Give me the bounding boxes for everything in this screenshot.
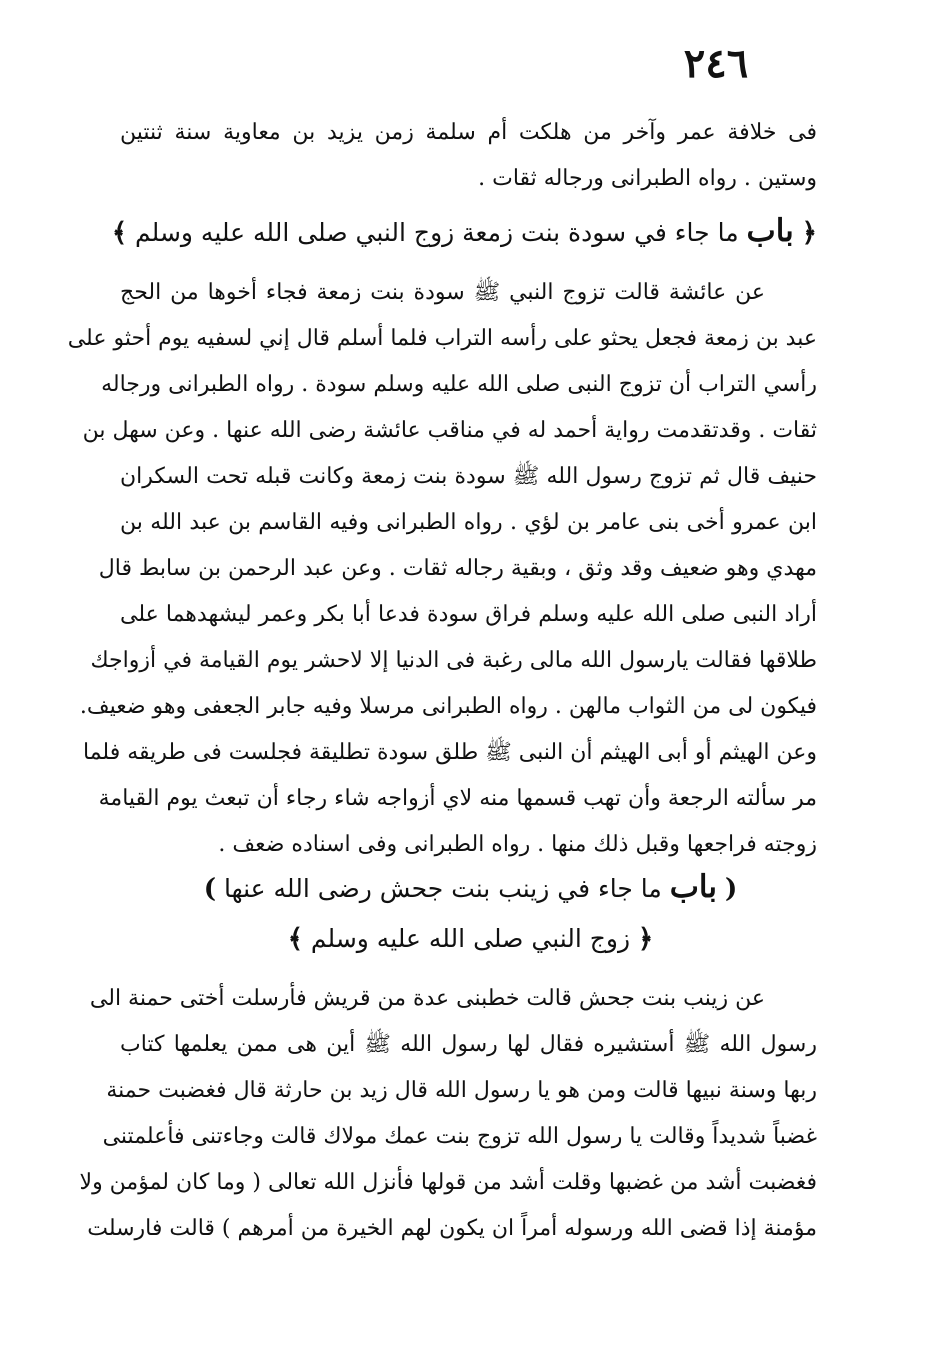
section-subheading: [0, 914, 941, 964]
text-line: مر سألته الرجعة وأن تهب قسمها منه لاي أزواجه شاء رجاء أن تبعث يوم القيامة: [98, 786, 817, 811]
text-line: وعن الهيثم أو أبى الهيثم أن النبى ﷺ طلق سودة تطليقة فجلست فى طريقه فلما: [82, 740, 817, 765]
text-line: أراد النبى صلى الله عليه وسلم فراق سودة فدعا أبا بكر وعمر ليشهدهما على: [120, 602, 817, 627]
bab-label: باب: [746, 213, 794, 249]
bab-label: باب: [669, 869, 718, 905]
subheading-bracket-close: ﴾: [287, 924, 303, 954]
paragraph-3: [79, 976, 817, 1252]
text-line: فيكون لى من الثواب مالهن . رواه الطبرانى مرسلا وفيه جابر الجعفى وهو ضعيف.: [79, 694, 817, 719]
text-line: مهدي وهو ضعيف وقد وثق ، وبقية رجاله ثقات . وعن عبد الرحمن بن سابط قال: [98, 556, 817, 581]
text-line: طلاقها فقالت يارسول الله مالى رغبة فى الدنيا إلا لاحشر يوم القيامة في أزواجك: [90, 648, 817, 673]
text-line: عن عائشة قالت تزوج النبي ﷺ سودة بنت زمعة فجاء أخوها من الحج: [120, 280, 765, 305]
paragraph-1: [120, 110, 817, 202]
section-title: ما جاء في سودة بنت زمعة زوج النبي صلى الله عليه وسلم: [135, 218, 739, 247]
text-line: رسول الله ﷺ أستشيره فقال لها رسول الله ﷺ أين هى ممن يعلمها كتاب: [120, 1032, 817, 1057]
text-line: ثقات . وقدتقدمت رواية أحمد له في مناقب عائشة رضى الله عنها . وعن سهل بن: [82, 418, 817, 443]
heading-bracket-close: ): [203, 874, 217, 904]
text-line: ابن عمرو أخى بنى عامر بن لؤي . رواه الطبرانى وفيه القاسم بن عبد الله بن: [120, 510, 817, 535]
section-subtitle: زوج النبي صلى الله عليه وسلم: [310, 924, 631, 953]
section-title: ما جاء في زينب بنت جحش رضى الله عنها: [223, 874, 662, 903]
text-line: وستين . رواه الطبرانى ورجاله ثقات .: [478, 166, 817, 191]
text-line: رأسي التراب أن تزوج النبى صلى الله عليه وسلم سودة . رواه الطبرانى ورجاله: [101, 372, 817, 397]
subheading-bracket-open: ﴿: [638, 924, 654, 954]
section-heading-zaynab: [0, 862, 941, 912]
text-line: غضباً شديداً وقالت يا رسول الله تزوج بنت عمك مولاك قالت وجاءتنى فأعلمتنى: [102, 1124, 817, 1149]
text-line: عن زينب بنت جحش قالت خطبنى عدة من قريش فأرسلت أختى حمنة الى: [89, 986, 765, 1011]
text-line: فى خلافة عمر وآخر من هلكت أم سلمة زمن يزيد بن معاوية سنة ثنتين: [120, 120, 817, 145]
text-line: ربها وسنة نبيها قالت ومن هو يا رسول الله قال زيد بن حارثة قال فغضبت حمنة: [106, 1078, 817, 1103]
text-line: عبد بن زمعة فجعل يحثو على رأسه التراب فلما أسلم قال إني لسفيه يوم أحثو على: [67, 326, 817, 351]
page-number: ٢٤٦: [683, 40, 749, 87]
text-line: فغضبت أشد من غضبها وقلت أشد من قولها فأنزل الله تعالى ( وما كان لمؤمن ولا: [79, 1170, 817, 1195]
paragraph-2: [67, 270, 817, 868]
text-line: زوجته فراجعها وقبل ذلك منها . رواه الطبرانى وفى اسناده ضعف .: [218, 832, 817, 857]
text-line: حنيف قال ثم تزوج رسول الله ﷺ سودة بنت زمعة وكانت قبله تحت السكران: [120, 464, 817, 489]
heading-bracket-close: ﴾: [111, 218, 128, 248]
heading-bracket-open: ﴿: [801, 218, 817, 248]
text-line: مؤمنة إذا قضى الله ورسوله أمراً ان يكون لهم الخيرة من أمرهم ) قالت فارسلت: [87, 1216, 817, 1241]
heading-bracket-open: (: [724, 874, 738, 904]
section-heading-sawda: [112, 206, 817, 256]
